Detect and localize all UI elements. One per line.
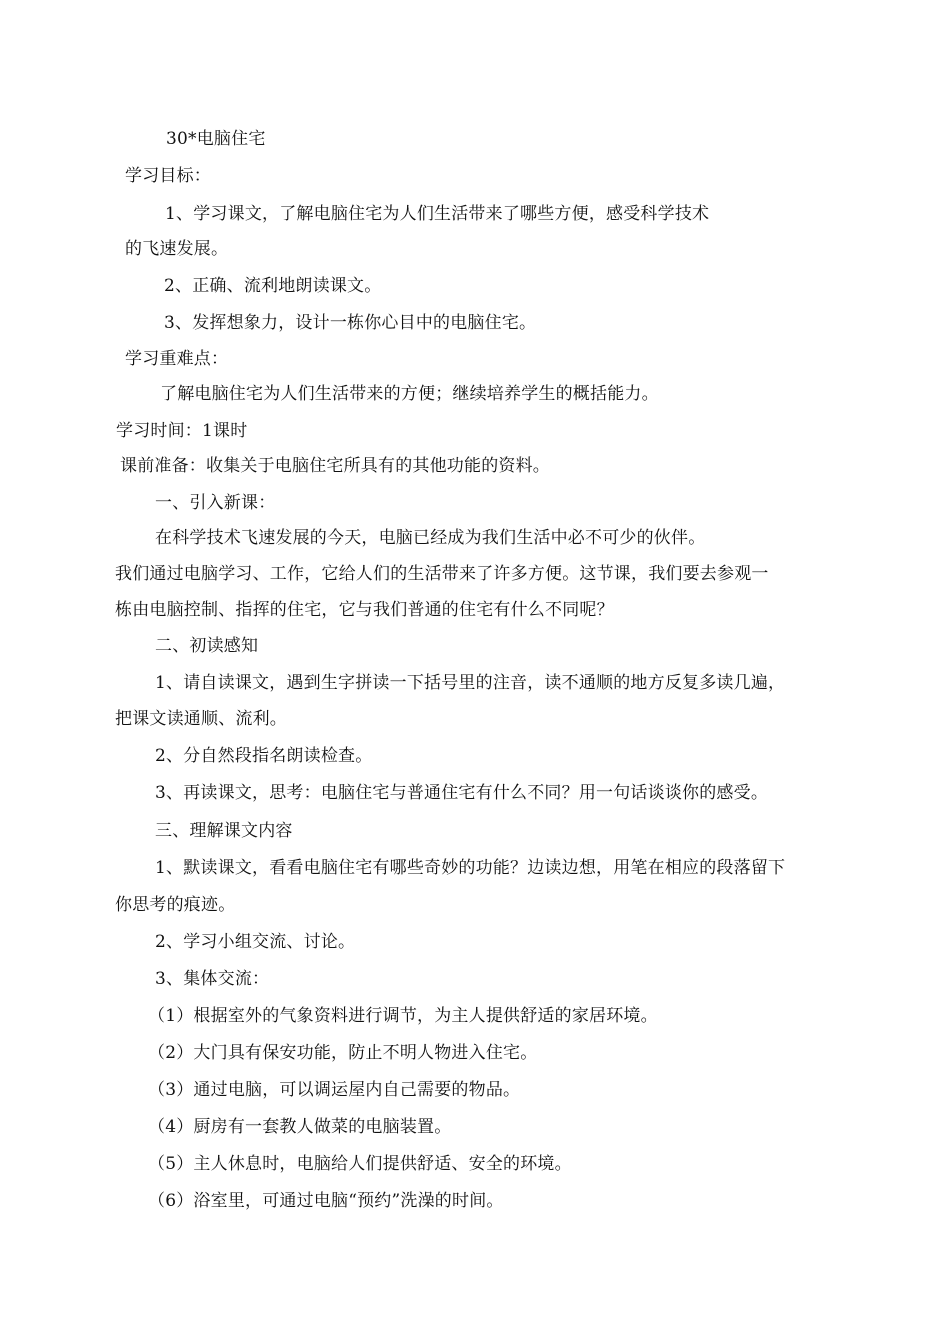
paragraph-line: 3、发挥想象力，设计一栋你心目中的电脑住宅。 [164,313,537,333]
paragraph-line: 把课文读通顺、流利。 [115,709,287,729]
paragraph-line: 栋由电脑控制、指挥的住宅，它与我们普通的住宅有什么不同呢？ [115,600,614,620]
paragraph-line: 2、正确、流利地朗读课文。 [164,276,382,296]
paragraph-line: 2、分自然段指名朗读检查。 [155,746,373,766]
paragraph-line: 在科学技术飞速发展的今天，电脑已经成为我们生活中必不可少的伙伴。 [155,528,706,548]
list-item: （3）通过电脑，可以调运屋内自己需要的物品。 [148,1080,521,1100]
paragraph-line: 3、集体交流： [155,969,270,989]
list-item: （6）浴室里，可通过电脑“预约”洗澡的时间。 [148,1191,504,1211]
paragraph-line: 我们通过电脑学习、工作，它给人们的生活带来了许多方便。这节课，我们要去参观一 [115,564,769,584]
section-heading-key-points: 学习重难点： [125,349,229,369]
paragraph-line: 2、学习小组交流、讨论。 [155,932,356,952]
paragraph-line: 你思考的痕迹。 [115,895,236,915]
paragraph-line: 的飞速发展。 [125,239,229,259]
section-heading-first-reading: 二、初读感知 [155,636,259,656]
list-item: （1）根据室外的气象资料进行调节，为主人提供舒适的家居环境。 [148,1006,658,1026]
paragraph-line: 3、再读课文，思考：电脑住宅与普通住宅有什么不同？用一句话谈谈你的感受。 [155,783,769,803]
section-heading-objectives: 学习目标： [125,166,211,186]
study-time-line: 学习时间：1课时 [116,421,248,441]
document-title: 30*电脑住宅 [166,129,266,149]
paragraph-line: 1、请自读课文，遇到生字拼读一下括号里的注音，读不通顺的地方反复多读几遍， [155,673,786,693]
list-item: （5）主人休息时，电脑给人们提供舒适、安全的环境。 [148,1154,572,1174]
section-heading-understanding: 三、理解课文内容 [155,821,293,841]
preparation-line: 课前准备：收集关于电脑住宅所具有的其他功能的资料。 [120,456,550,476]
paragraph-line: 1、学习课文，了解电脑住宅为人们生活带来了哪些方便，感受科学技术 [165,204,710,224]
section-heading-intro: 一、引入新课： [155,493,276,513]
list-item: （2）大门具有保安功能，防止不明人物进入住宅。 [148,1043,538,1063]
list-item: （4）厨房有一套教人做菜的电脑装置。 [148,1117,452,1137]
paragraph-line: 了解电脑住宅为人们生活带来的方便；继续培养学生的概括能力。 [160,384,659,404]
paragraph-line: 1、默读课文，看看电脑住宅有哪些奇妙的功能？边读边想，用笔在相应的段落留下 [155,858,786,878]
